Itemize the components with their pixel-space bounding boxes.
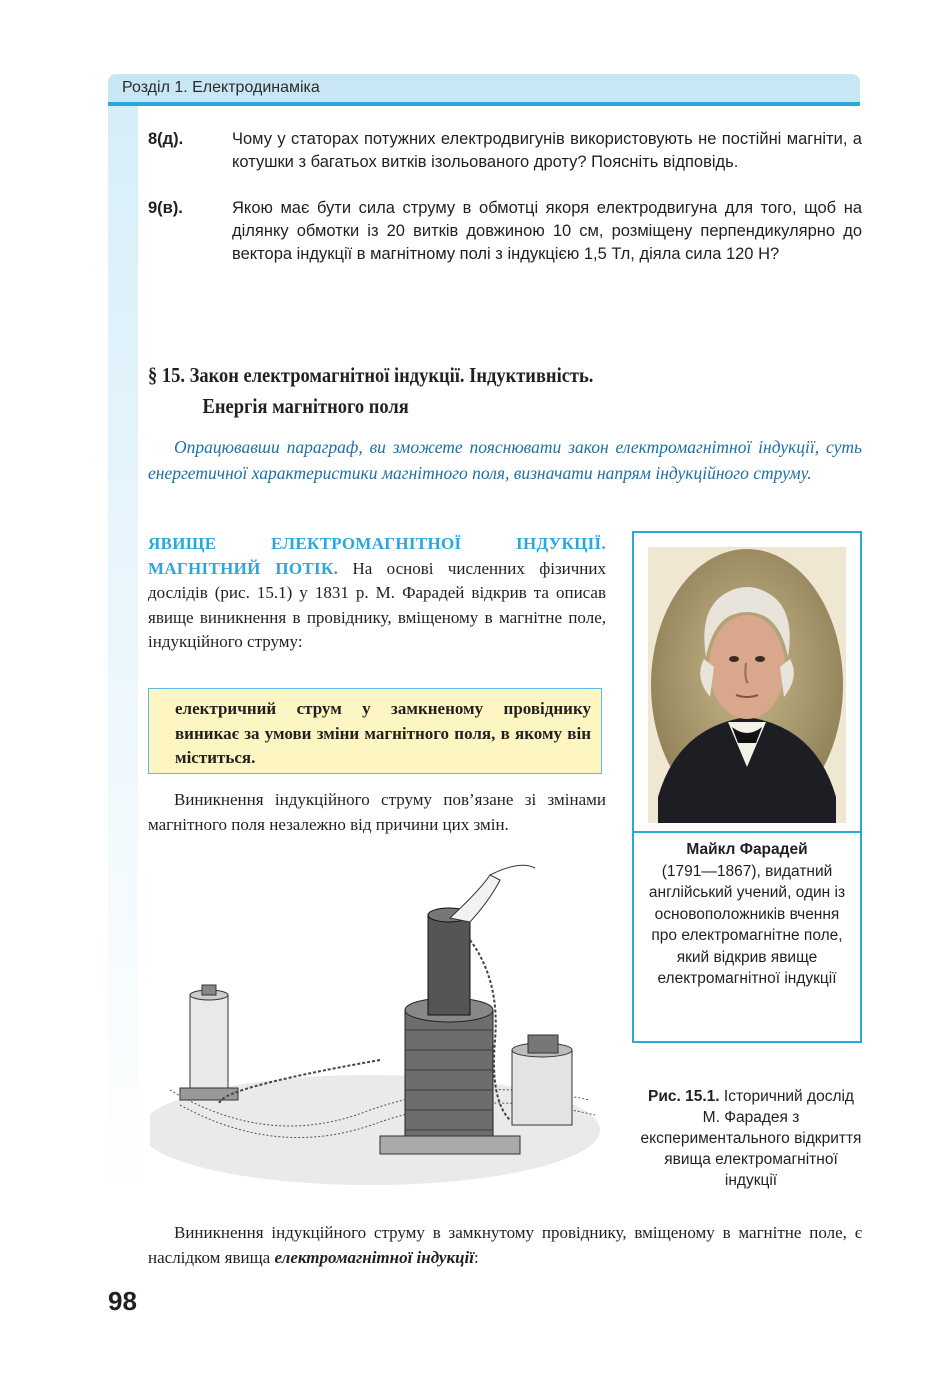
paragraph-2: Виникнення індукційного струму пов’язане зі змінами магнітного поля незалежно від причини цих змін. [148, 790, 606, 834]
figure-caption-text: Історичний дослід М. Фарадея з експериментального відкриття явища електромагнітної індукції [640, 1088, 862, 1189]
chapter-header [108, 74, 860, 106]
task-text: Чому у статорах потужних електродвигунів використовують не постійні магніти, а котушки з багатьох витків ізольованого дроту? Поясніть відповідь. [232, 130, 862, 171]
key-term: ЯВИЩЕ ЕЛЕКТРОМАГНІТНОЇ ІНДУКЦІЇ. МАГНІТНИЙ ПОТІК. [148, 534, 606, 578]
paragraph-3-end: : [473, 1248, 479, 1267]
page-number: 98 [108, 1286, 137, 1316]
portrait-frame [632, 531, 862, 1043]
figure-label: Рис. 15.1. [648, 1088, 720, 1105]
definition-box: електричний струм у замкненому провіднику виникає за умови зміни магнітного поля, в якому він міститься. [148, 688, 602, 774]
paragraph-1 [148, 532, 606, 655]
chapter-title: Розділ 1. Електродинаміка [122, 79, 320, 96]
section-title-line1: § 15. Закон електромагнітної індукції. Індуктивність. [148, 363, 594, 387]
task-number: 9(в). [148, 199, 183, 217]
task-text: Якою має бути сила струму в обмотці якоря електродвигуна для того, щоб на ділянку обмотки із 20 витків довжиною 10 см, розміщену перпендикулярно до вектора індукції в магнітному полі з індукцією 1,5 Тл, діяла сила 120 Н? [232, 199, 862, 263]
paragraph-1-text: На основі численних фізичних дослідів (рис. 15.1) у 1831 р. М. Фарадей відкрив та описав явище виникнення в провіднику, вміщеному в магнітне поле, індукційного струму: [148, 558, 606, 651]
emphasized-term: електромагнітної індукції [274, 1248, 474, 1267]
portrait-divider [634, 831, 860, 833]
scientist-name: Майкл Фарадей [686, 841, 808, 858]
portrait-background [648, 547, 846, 823]
section-title [148, 360, 776, 422]
paragraph-3-text: Виникнення індукційного струму в замкнутому провіднику, вміщеному в магнітне поле, є наслідком явища [148, 1223, 862, 1267]
figure-caption [640, 1086, 862, 1191]
portrait-caption [640, 839, 854, 990]
scientist-description: (1791—1867), видатний англійський учений, один із основоположників вчення про електромагнітне поле, який відкрив явище електромагнітної індукції [648, 862, 846, 987]
paragraph-3 [148, 1220, 862, 1270]
faraday-portrait [648, 547, 846, 823]
margin-strip [108, 100, 138, 1210]
section-intro: Опрацювавши параграф, ви зможете пояснювати закон електромагнітної індукції, суть енергетичної характеристики магнітного поля, визначати напрям індукційного струму. [148, 437, 862, 483]
section-title-line2: Енергія магнітного поля [202, 394, 409, 418]
task-number: 8(д). [148, 130, 184, 148]
faraday-apparatus-illustration [150, 860, 602, 1200]
